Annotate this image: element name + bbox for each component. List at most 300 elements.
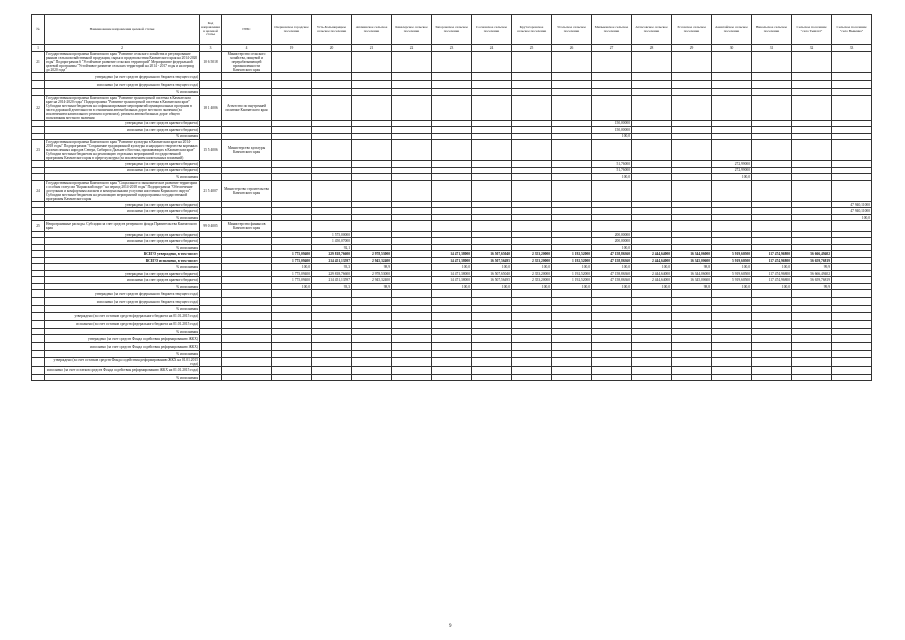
row-value <box>792 81 832 89</box>
row-value: 16 507,56495 <box>472 277 512 284</box>
row-value <box>392 335 432 343</box>
row-value <box>312 374 352 381</box>
row-value <box>392 374 432 381</box>
row-value <box>312 140 352 161</box>
row-value <box>432 140 472 161</box>
row-value <box>432 312 472 320</box>
row-value <box>472 298 512 306</box>
row-value: 100,0 <box>592 264 632 271</box>
row-value: 47 940,11000 <box>832 208 872 215</box>
row-value: 117 474,96800 <box>752 251 792 258</box>
row-description: % исполнения <box>45 244 200 251</box>
row-number: 24 <box>32 180 45 201</box>
row-value <box>752 81 792 89</box>
row-value <box>432 81 472 89</box>
row-value <box>472 180 512 201</box>
table-row <box>32 335 872 343</box>
row-value <box>272 221 312 232</box>
row-description: % исполнения <box>45 133 200 140</box>
column-number: 21 <box>352 45 392 52</box>
row-code <box>200 335 222 343</box>
row-value: 100,0 <box>512 283 552 290</box>
row-value <box>432 73 472 81</box>
row-value: 100,0 <box>472 283 512 290</box>
budget-table-sheet <box>31 14 871 381</box>
row-value: 98,8 <box>672 264 712 271</box>
row-value <box>392 366 432 374</box>
row-value <box>512 335 552 343</box>
row-value: 2 978,53000 <box>352 251 392 258</box>
row-value <box>672 180 712 201</box>
row-value <box>392 312 432 320</box>
row-grbs <box>222 366 272 374</box>
row-description: Государственная программа Камчатского края "Развитие транспортной системы в Камчатском крае на 2014-2020 годы" Подпрограмма "Развитие транспортной системы в Камчатском крае" Субсидии местным бюджетам на софинансирование мероприятий муниципальных программ в части дорожной деятельности в отношении автомобильных дорог местного значения (за исключением капитального ремонта и ремонта), ремонта автомобильных дорог общего пользования местного значения <box>45 95 200 120</box>
row-grbs <box>222 73 272 81</box>
header-name: Наименование направления целевой статьи <box>45 15 200 45</box>
row-value <box>592 95 632 120</box>
row-value <box>592 343 632 351</box>
row-value <box>312 357 352 366</box>
row-value: 56 666,49402 <box>792 251 832 258</box>
row-value <box>592 335 632 343</box>
row-value <box>832 312 872 320</box>
row-value <box>632 335 672 343</box>
header-settlement: Никольское сельское поселение <box>752 15 792 45</box>
row-value: 2 444,64000 <box>632 270 672 277</box>
row-value <box>512 95 552 120</box>
column-number: 23 <box>432 45 472 52</box>
row-value <box>312 81 352 89</box>
row-value: 1 192,52000 <box>552 251 592 258</box>
row-value <box>272 73 312 81</box>
row-value: 1 192,52000 <box>552 270 592 277</box>
header-settlement: Сельское поселение "село Вывенка" <box>832 15 872 45</box>
row-value <box>512 312 552 320</box>
row-value: 100,0 <box>512 264 552 271</box>
row-value <box>752 357 792 366</box>
row-description: утверждено (за счет средств краевого бюджета) <box>45 270 200 277</box>
row-value: 2 978,53000 <box>352 270 392 277</box>
row-value <box>512 357 552 366</box>
row-value <box>312 320 352 328</box>
row-value <box>752 95 792 120</box>
row-value <box>592 374 632 381</box>
row-value: 1 192,52000 <box>552 277 592 284</box>
column-number: 33 <box>832 45 872 52</box>
row-value <box>792 374 832 381</box>
row-value <box>312 180 352 201</box>
row-value: 200,00000 <box>592 231 632 238</box>
row-value <box>352 221 392 232</box>
header-code: Код направления в целевой статье <box>200 15 222 45</box>
row-description: % исполнения <box>45 214 200 221</box>
row-value <box>712 221 752 232</box>
row-value <box>632 312 672 320</box>
row-value <box>792 320 832 328</box>
row-value <box>672 298 712 306</box>
row-value <box>472 290 512 298</box>
row-value: 100,0 <box>432 264 472 271</box>
row-value <box>272 140 312 161</box>
row-value <box>712 290 752 298</box>
row-value: 100,0 <box>752 283 792 290</box>
row-value <box>592 290 632 298</box>
row-value <box>392 52 432 73</box>
row-number <box>32 81 45 89</box>
row-value <box>672 221 712 232</box>
row-value <box>632 73 672 81</box>
row-value <box>592 73 632 81</box>
row-value: 100,0 <box>712 264 752 271</box>
row-value <box>832 180 872 201</box>
row-value <box>432 298 472 306</box>
row-code: 21 5 4007 <box>200 180 222 201</box>
header-settlement: Мильковское сельское поселение <box>592 15 632 45</box>
row-value <box>712 357 752 366</box>
row-value <box>352 374 392 381</box>
row-value <box>792 357 832 366</box>
row-value: 2 353,20000 <box>512 257 552 264</box>
row-value: 1 775,09400 <box>272 257 312 264</box>
row-value <box>512 73 552 81</box>
row-value <box>552 221 592 232</box>
row-description: Государственная программа Камчатского края "Социальное и экономическое развитие территории с особым статусом "Корякский округ" на период 2014-2018 годы" Подпрограмма "Обеспечение доступным и комфортным жильем и коммунальными услугами населения Корякского округа" Субсидии местным бюджетам на реализацию мероприятий подпрограммы государственной программы Камчатского края <box>45 180 200 201</box>
row-value <box>632 357 672 366</box>
row-value <box>432 335 472 343</box>
row-value: 93,3 <box>312 264 352 271</box>
row-value <box>312 73 352 81</box>
row-value <box>472 81 512 89</box>
column-number: 30 <box>712 45 752 52</box>
row-value <box>272 52 312 73</box>
row-value: 229 818,76600 <box>312 251 352 258</box>
row-value <box>552 335 592 343</box>
row-value <box>312 298 352 306</box>
row-value <box>352 95 392 120</box>
row-value: 56 666,49402 <box>792 270 832 277</box>
row-value <box>392 357 432 366</box>
row-value <box>392 290 432 298</box>
row-value <box>352 343 392 351</box>
row-value <box>312 335 352 343</box>
row-value <box>352 298 392 306</box>
table-row <box>32 290 872 298</box>
table-row <box>32 357 872 366</box>
table-row <box>32 312 872 320</box>
row-description: исполнено (за счет средств краевого бюджета) <box>45 208 200 215</box>
row-value <box>552 52 592 73</box>
row-description: утверждено (за счет средств федерального бюджета текущего года) <box>45 290 200 298</box>
row-value: 150,00000 <box>592 120 632 127</box>
row-description: Государственная программа Камчатского края "Развитие сельского хозяйства и регулирование рынков сельскохозяйственной продукции, сырья и продовольствия Камчатского края на 2014-2020 годы" Подпрограмма 6 "Устойчивое развитие сельских территорий" Мероприятие федеральной целевой программы "Устойчивое развитие сельских территорий на 2014 - 2017 годы и на период до 2020 года" <box>45 52 200 73</box>
row-value <box>832 95 872 120</box>
row-description: утверждено (за счет средств Фонда содействия реформированию ЖКХ) <box>45 335 200 343</box>
row-value: 14 471,38000 <box>432 270 472 277</box>
row-value <box>792 335 832 343</box>
table-row <box>32 81 872 89</box>
row-value <box>832 52 872 73</box>
row-description: утверждено (за счет средств краевого бюджета) <box>45 231 200 238</box>
row-number <box>32 290 45 298</box>
row-value <box>472 312 512 320</box>
row-description: утверждено (за счет остатков средств федерального бюджета на 01.01.2015 года) <box>45 312 200 320</box>
row-value <box>272 298 312 306</box>
row-value: 14 471,38000 <box>432 277 472 284</box>
row-value <box>792 298 832 306</box>
row-value <box>352 335 392 343</box>
table-row <box>32 343 872 351</box>
row-value: 100,0 <box>752 264 792 271</box>
row-value: 51,76000 <box>592 167 632 174</box>
row-value: 229 818,76600 <box>312 270 352 277</box>
row-description: % исполнения <box>45 283 200 290</box>
row-value <box>352 180 392 201</box>
row-value <box>752 52 792 73</box>
row-value: 1 775,09400 <box>272 270 312 277</box>
row-value <box>752 298 792 306</box>
row-value <box>552 73 592 81</box>
row-value <box>632 140 672 161</box>
row-value <box>632 298 672 306</box>
row-value <box>352 357 392 366</box>
row-value <box>632 95 672 120</box>
row-grbs: Министерство строительства Камчатского края <box>222 180 272 201</box>
row-value <box>432 52 472 73</box>
row-value <box>632 320 672 328</box>
row-value <box>432 180 472 201</box>
row-value: 16 507,65040 <box>472 270 512 277</box>
row-value <box>432 343 472 351</box>
row-value: 272,99000 <box>712 167 752 174</box>
row-number <box>32 357 45 366</box>
row-value <box>512 140 552 161</box>
row-value: 2 353,20000 <box>512 270 552 277</box>
row-value <box>792 140 832 161</box>
row-value: 117 474,96800 <box>752 257 792 264</box>
column-number-row <box>32 45 872 52</box>
row-value: 2 444,64000 <box>632 277 672 284</box>
row-value <box>752 320 792 328</box>
row-value <box>392 298 432 306</box>
row-value <box>472 73 512 81</box>
row-number: 23 <box>32 140 45 161</box>
row-value <box>752 366 792 374</box>
row-value <box>672 312 712 320</box>
header-settlement: Эссовское сельское поселение <box>672 15 712 45</box>
row-value <box>752 335 792 343</box>
row-value <box>352 320 392 328</box>
row-value <box>432 320 472 328</box>
header-settlement: Крутогоровское сельское поселение <box>512 15 552 45</box>
row-description: исполнено (за счет средств краевого бюджета) <box>45 167 200 174</box>
row-code <box>200 366 222 374</box>
row-number: 21 <box>32 52 45 73</box>
page-number: 9 <box>449 624 452 629</box>
row-code <box>200 73 222 81</box>
row-value: 99,9 <box>792 264 832 271</box>
row-value: 214 451,13597 <box>312 257 352 264</box>
row-value <box>832 140 872 161</box>
column-number: 25 <box>512 45 552 52</box>
row-value <box>672 73 712 81</box>
row-value <box>272 343 312 351</box>
row-value: 98,8 <box>672 283 712 290</box>
row-value <box>712 73 752 81</box>
column-number: 3 <box>200 45 222 52</box>
row-value: 56 659,76819 <box>792 257 832 264</box>
row-value <box>792 290 832 298</box>
row-value <box>632 374 672 381</box>
header-settlement: Запорожское сельское поселение <box>432 15 472 45</box>
header-settlement: Апачинское сельское поселение <box>352 15 392 45</box>
row-value: 1 575,00000 <box>312 231 352 238</box>
row-description: Непрограммные расходы. Субсидии за счет средств резервного фонда Правительства Камчатского края <box>45 221 200 232</box>
row-value: 100,0 <box>832 214 872 221</box>
row-value <box>432 374 472 381</box>
row-value <box>272 320 312 328</box>
row-value <box>312 343 352 351</box>
row-grbs <box>222 320 272 328</box>
row-grbs: Министерство культуры Камчатского края <box>222 140 272 161</box>
row-value <box>752 374 792 381</box>
row-value <box>832 374 872 381</box>
row-value: 5 919,60500 <box>712 270 752 277</box>
row-value <box>592 180 632 201</box>
row-grbs <box>222 343 272 351</box>
row-grbs <box>222 312 272 320</box>
row-value <box>552 95 592 120</box>
row-value <box>712 298 752 306</box>
row-value: 14 471,38000 <box>432 251 472 258</box>
row-value <box>472 320 512 328</box>
row-value <box>392 320 432 328</box>
row-value <box>832 73 872 81</box>
row-description: % исполнения <box>45 89 200 96</box>
row-value <box>552 366 592 374</box>
row-value <box>712 52 752 73</box>
row-number <box>32 298 45 306</box>
row-value <box>472 366 512 374</box>
row-value <box>792 180 832 201</box>
row-number <box>32 312 45 320</box>
column-number: 31 <box>752 45 792 52</box>
row-value <box>792 221 832 232</box>
table-row <box>32 298 872 306</box>
row-value <box>312 312 352 320</box>
row-value <box>432 366 472 374</box>
budget-table <box>31 14 872 381</box>
row-value <box>392 73 432 81</box>
row-value: 47 158,86360 <box>592 257 632 264</box>
row-value <box>552 298 592 306</box>
row-value <box>592 298 632 306</box>
column-number: 29 <box>672 45 712 52</box>
row-value <box>632 343 672 351</box>
row-value: 100,0 <box>712 283 752 290</box>
row-value <box>512 374 552 381</box>
row-description: % исполнения <box>45 174 200 181</box>
row-value: 16 344,06000 <box>672 251 712 258</box>
column-number: 4 <box>222 45 272 52</box>
row-value <box>432 290 472 298</box>
row-value <box>672 81 712 89</box>
row-value <box>312 52 352 73</box>
header-grbs: ГРБС <box>222 15 272 45</box>
table-row <box>32 180 872 201</box>
table-row <box>32 366 872 374</box>
row-value: 92,1 <box>312 244 352 251</box>
row-value: 47 158,86360 <box>592 251 632 258</box>
row-value <box>552 140 592 161</box>
row-value <box>832 298 872 306</box>
row-number <box>32 320 45 328</box>
row-value: 99,9 <box>792 283 832 290</box>
row-value <box>272 312 312 320</box>
row-value <box>832 221 872 232</box>
row-value <box>792 73 832 81</box>
table-row <box>32 374 872 381</box>
row-description: % исполнения <box>45 351 200 358</box>
row-grbs <box>222 81 272 89</box>
row-description: % исполнения <box>45 374 200 381</box>
row-value <box>712 343 752 351</box>
row-grbs <box>222 290 272 298</box>
row-value <box>792 52 832 73</box>
row-value <box>832 290 872 298</box>
row-value <box>712 180 752 201</box>
row-value <box>752 290 792 298</box>
row-value: 51,76000 <box>592 161 632 168</box>
row-value <box>592 52 632 73</box>
row-value: 100,0 <box>272 264 312 271</box>
row-value <box>832 343 872 351</box>
row-value <box>472 374 512 381</box>
table-row <box>32 73 872 81</box>
row-description: исполнено (за счет остатков средств Фонда содействия реформированию ЖКХ на 01.01.2015 года) <box>45 366 200 374</box>
column-number: 28 <box>632 45 672 52</box>
row-description: исполнено (за счет средств краевого бюджета) <box>45 238 200 245</box>
row-value <box>832 320 872 328</box>
row-value: 150,00000 <box>592 127 632 134</box>
row-description: ВСЕГО исполнено, в том числе: <box>45 257 200 264</box>
row-value <box>712 320 752 328</box>
row-description: исполнено (за счет остатков средств федерального бюджета на 01.01.2015 года) <box>45 320 200 328</box>
row-value <box>272 357 312 366</box>
row-value <box>472 95 512 120</box>
row-value <box>392 140 432 161</box>
row-grbs <box>222 374 272 381</box>
row-value: 100,0 <box>272 283 312 290</box>
row-value <box>472 357 512 366</box>
row-value <box>472 221 512 232</box>
row-value <box>272 95 312 120</box>
row-value <box>592 312 632 320</box>
row-grbs <box>222 335 272 343</box>
row-number <box>32 374 45 381</box>
row-value <box>592 366 632 374</box>
row-value <box>792 343 832 351</box>
row-value <box>672 335 712 343</box>
row-value: 5 919,60500 <box>712 251 752 258</box>
row-value: 100,0 <box>592 133 632 140</box>
row-value <box>752 73 792 81</box>
header-row <box>32 15 872 45</box>
row-value <box>672 374 712 381</box>
row-value <box>472 343 512 351</box>
column-number: 32 <box>792 45 832 52</box>
row-value <box>552 180 592 201</box>
row-value <box>552 374 592 381</box>
